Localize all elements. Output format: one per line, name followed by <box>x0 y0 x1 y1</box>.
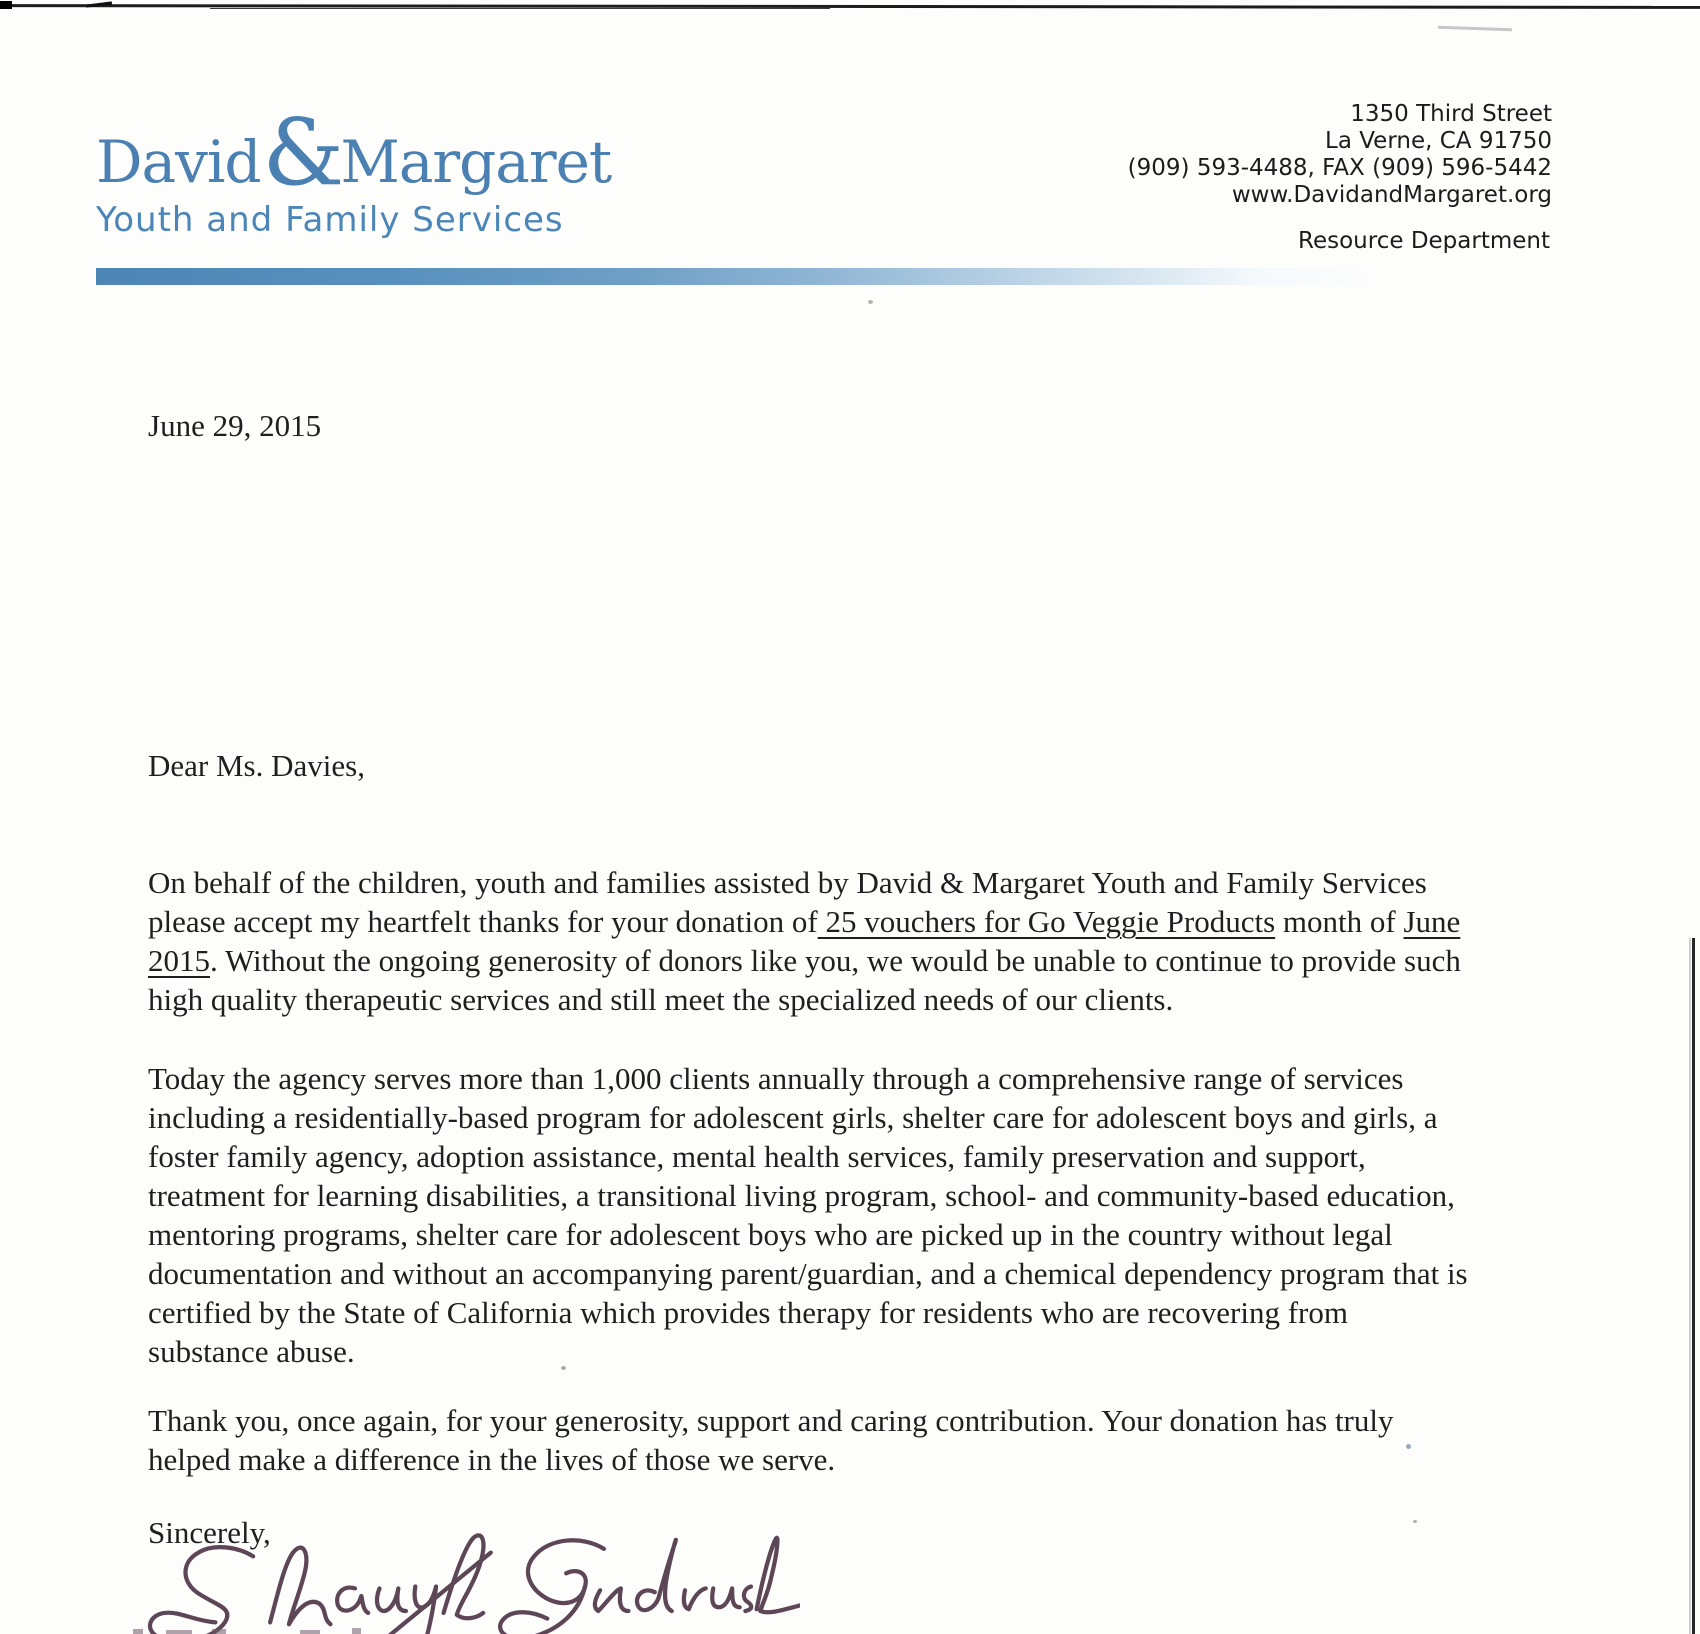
body-line <box>148 941 1461 980</box>
body-text: foster family agency, adoption assistance, mental health services, family preservation and support, <box>148 1139 1366 1174</box>
underlined-text: 25 vouchers for Go Veggie Products <box>817 904 1276 939</box>
cutoff-typed-name-fragment <box>212 1629 226 1634</box>
org-tagline: Youth and Family Services <box>96 200 564 240</box>
body-line <box>148 1401 1394 1440</box>
paragraph-services <box>148 1059 1468 1371</box>
body-line <box>148 1176 1468 1215</box>
letter-date: June 29, 2015 <box>148 408 322 443</box>
letter-salutation: Dear Ms. Davies, <box>148 748 365 783</box>
scan-artifact-right-edge-halo <box>1689 938 1691 1634</box>
body-line <box>148 863 1461 902</box>
body-text: certified by the State of California which provides therapy for residents who are recovering from <box>148 1295 1348 1330</box>
logo-word-david: David <box>96 128 261 196</box>
body-line <box>148 1293 1468 1332</box>
scan-speck <box>1413 1520 1417 1523</box>
scan-speck <box>1406 1444 1411 1449</box>
body-text: Thank you, once again, for your generosity, support and caring contribution. Your donation has truly <box>148 1403 1394 1438</box>
contact-city: La Verne, CA 91750 <box>1325 128 1552 154</box>
body-text: month of <box>1275 904 1404 939</box>
logo-word-margaret: Margaret <box>340 128 612 196</box>
body-line <box>148 1440 1394 1479</box>
body-text: including a residentially-based program for adolescent girls, shelter care for adolescent boys and girls, a <box>148 1100 1438 1135</box>
cutoff-typed-name-fragment <box>166 1630 192 1634</box>
underlined-text: June <box>1403 904 1461 939</box>
body-text: Today the agency serves more than 1,000 clients annually through a comprehensive range of services <box>148 1061 1404 1096</box>
body-line <box>148 1215 1468 1254</box>
underlined-text: 2015 <box>148 943 210 978</box>
body-line <box>148 980 1461 1019</box>
letter-closing: Sincerely, <box>148 1515 271 1550</box>
handwritten-signature <box>140 1528 800 1634</box>
cutoff-typed-name-fragment <box>133 1629 143 1634</box>
paragraph-thanks <box>148 863 1461 1019</box>
cutoff-typed-name-fragment <box>300 1630 320 1634</box>
scan-artifact-corner-blob <box>0 1 12 9</box>
body-line <box>148 1254 1468 1293</box>
body-text: substance abuse. <box>148 1334 355 1369</box>
body-text: . Without the ongoing generosity of donors like you, we would be unable to continue to provide such <box>210 943 1461 978</box>
body-text: high quality therapeutic services and still meet the specialized needs of our clients. <box>148 982 1174 1017</box>
letterhead-contact-block <box>1128 101 1552 209</box>
letterhead-rule <box>96 268 1446 285</box>
body-text: mentoring programs, shelter care for adolescent boys who are picked up in the country without legal <box>148 1217 1393 1252</box>
logo-ampersand-glyph: & <box>262 99 345 206</box>
contact-website: www.DavidandMargaret.org <box>1231 182 1552 208</box>
department-label: Resource Department <box>1298 228 1550 254</box>
contact-phone-fax: (909) 593-4488, FAX (909) 596-5442 <box>1127 155 1552 181</box>
body-text: helped make a difference in the lives of those we serve. <box>148 1442 836 1477</box>
body-line <box>148 902 1461 941</box>
body-line <box>148 1332 1468 1371</box>
paragraph-closing <box>148 1401 1394 1479</box>
body-line <box>148 1059 1468 1098</box>
body-line <box>148 1098 1468 1137</box>
body-text: treatment for learning disabilities, a transitional living program, school- and community-based education, <box>148 1178 1455 1213</box>
body-line <box>148 1137 1468 1176</box>
org-logo <box>96 99 612 206</box>
contact-street: 1350 Third Street <box>1350 101 1552 127</box>
body-text: please accept my heartfelt thanks for your donation of <box>148 904 818 939</box>
scan-artifact-top-line-2 <box>210 8 830 9</box>
scan-artifact-smudge <box>1438 26 1512 32</box>
body-text: documentation and without an accompanying parent/guardian, and a chemical dependency program that is <box>148 1256 1468 1291</box>
cutoff-typed-name-fragment <box>352 1628 361 1634</box>
scan-speck <box>868 300 873 304</box>
scan-artifact-right-edge-line <box>1692 938 1695 1634</box>
body-text: On behalf of the children, youth and families assisted by David & Margaret Youth and Family Services <box>148 865 1427 900</box>
